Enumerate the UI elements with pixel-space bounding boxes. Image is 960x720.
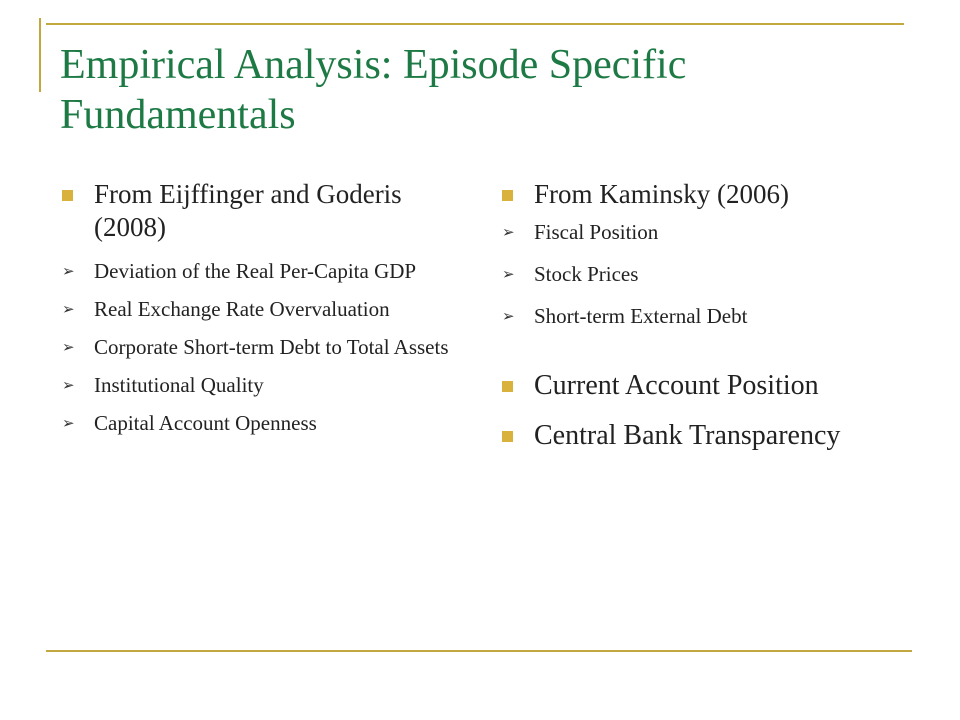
- list-item: [500, 219, 920, 245]
- list-item: [60, 334, 460, 360]
- right-heading-item: [500, 178, 920, 211]
- arrow-bullet-icon: ➢: [502, 223, 515, 241]
- list-item-text: Real Exchange Rate Overvaluation: [94, 297, 390, 321]
- list-item: [60, 410, 460, 436]
- list-item-text: Central Bank Transparency: [534, 420, 841, 451]
- right-sublist: [500, 219, 920, 329]
- left-sublist: [60, 258, 460, 436]
- arrow-bullet-icon: ➢: [502, 307, 515, 325]
- bottom-divider: [46, 650, 912, 652]
- list-item-text: Current Account Position: [534, 370, 819, 401]
- square-bullet-icon: [502, 381, 513, 392]
- left-column: [60, 178, 460, 448]
- list-item: [500, 419, 920, 452]
- arrow-bullet-icon: ➢: [502, 265, 515, 283]
- square-bullet-icon: [502, 190, 513, 201]
- list-item-text: Capital Account Openness: [94, 411, 317, 435]
- list-item: [60, 296, 460, 322]
- list-item-text: Fiscal Position: [534, 220, 659, 244]
- list-item-text: Deviation of the Real Per-Capita GDP: [94, 259, 417, 283]
- list-item-text: Institutional Quality: [94, 373, 264, 397]
- arrow-bullet-icon: ➢: [62, 414, 75, 432]
- slide-title: Empirical Analysis: Episode Specific Fundamentals: [60, 42, 687, 138]
- list-item-text: Short-term External Debt: [534, 304, 748, 328]
- left-heading-item: [60, 178, 460, 244]
- spacer: [500, 329, 920, 369]
- list-item: [60, 258, 460, 284]
- square-bullet-icon: [62, 190, 73, 201]
- list-item: [60, 372, 460, 398]
- list-item: [500, 303, 920, 329]
- right-column: [500, 178, 920, 469]
- arrow-bullet-icon: ➢: [62, 376, 75, 394]
- left-heading: From Eijffinger and Goderis (2008): [94, 179, 402, 242]
- list-item-text: Stock Prices: [534, 262, 639, 286]
- arrow-bullet-icon: ➢: [62, 338, 75, 356]
- list-item-text: Corporate Short-term Debt to Total Assets: [94, 335, 449, 359]
- left-accent-line: [39, 18, 41, 92]
- list-item: [500, 261, 920, 287]
- list-item: [500, 369, 920, 402]
- right-extra-list: [500, 369, 920, 452]
- arrow-bullet-icon: ➢: [62, 300, 75, 318]
- right-heading: From Kaminsky (2006): [534, 179, 789, 209]
- top-divider: [46, 23, 904, 25]
- arrow-bullet-icon: ➢: [62, 262, 75, 280]
- square-bullet-icon: [502, 431, 513, 442]
